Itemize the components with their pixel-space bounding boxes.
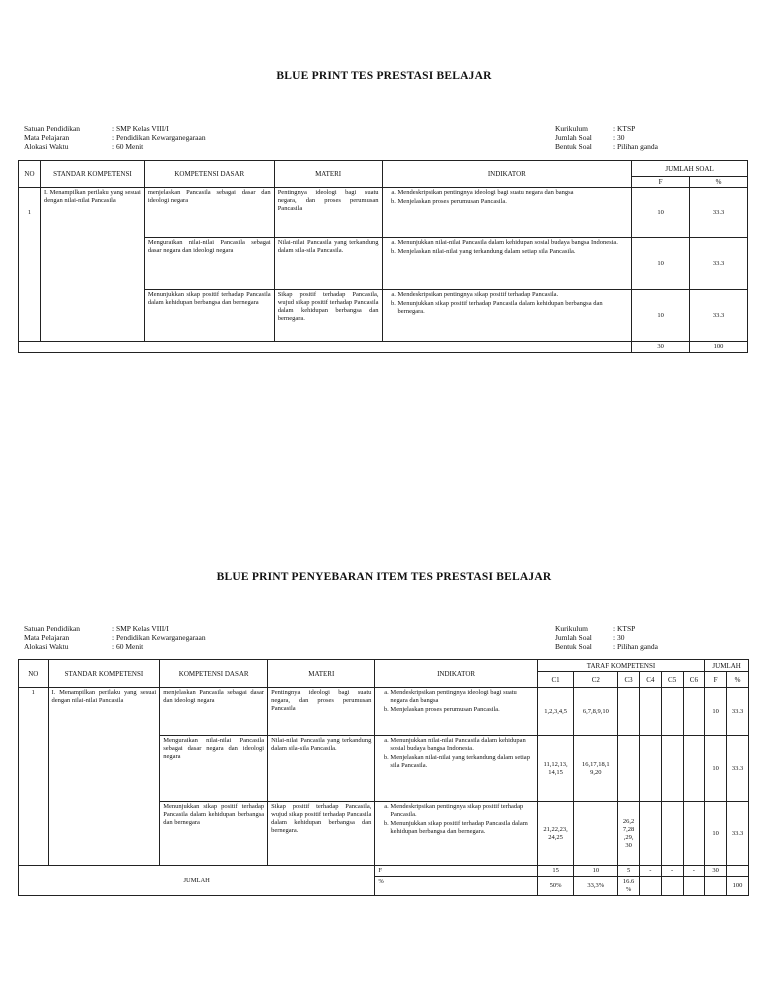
- header-value: : KTSP: [613, 624, 636, 633]
- col-materi: MATERI: [268, 660, 375, 688]
- header-label: Kurikulum: [555, 624, 588, 633]
- kompetensi-dasar: Menguraikan nilai-nilai Pancasila sebagai dasar negara dan ideologi negara: [144, 238, 274, 290]
- kompetensi-dasar: Menunjukkan sikap positif terhadap Pancasila dalam kehidupan berbangsa dan bernegara: [160, 802, 268, 866]
- doc2-header-right: [555, 624, 658, 651]
- col-jumlah: JUMLAH: [705, 660, 749, 672]
- standar-kompetensi: I. Menampilkan perilaku yang sesuai dengan nilai-nilai Pancasila: [40, 188, 144, 238]
- header-value: : Pilihan ganda: [613, 142, 658, 151]
- header-value: : 30: [613, 633, 625, 642]
- col-f: F: [632, 177, 690, 188]
- indikator-item: a. Mendeskripsikan pentingnya ideologi bagi suatu negara dan bangsa: [390, 689, 533, 705]
- table-row: [19, 238, 748, 290]
- materi: Sikap positif terhadap Pancasila, wujud sikap positif terhadap Pancasila dalam kehidupan berbangsa dan bernegara.: [274, 290, 382, 342]
- materi: Pentingnya ideologi bagi suatu negara, dan proses perumusan Pancasila: [268, 688, 375, 736]
- jumlah-pct: 33.3: [727, 802, 749, 866]
- kompetensi-dasar: menjelaskan Pancasila sebagai dasar dan ideologi negara: [144, 188, 274, 238]
- header-value: : 60 Menit: [112, 142, 144, 151]
- footer-total-f: 30: [705, 866, 727, 877]
- header-label: Alokasi Waktu: [24, 642, 69, 651]
- doc1-header-left: [24, 124, 206, 151]
- col-standar-kompetensi: STANDAR KOMPETENSI: [48, 660, 160, 688]
- col-taraf-kompetensi: TARAF KOMPETENSI: [537, 660, 705, 672]
- indikator-item: b. Menjelaskan proses perumusan Pancasila.: [398, 198, 629, 206]
- doc2-title: BLUE PRINT PENYEBARAN ITEM TES PRESTASI BELAJAR: [216, 571, 552, 583]
- indikator-item: a. Mendeskripsikan pentingnya sikap positif terhadap Pancasila.: [398, 291, 629, 299]
- header-value: : 30: [613, 133, 625, 142]
- indikator: [382, 238, 632, 290]
- header-label: Alokasi Waktu: [24, 142, 69, 151]
- materi: Nilai-nilai Pancasila yang terkandung dalam sila-sila Pancasila.: [268, 736, 375, 802]
- footer-c2-f: 10: [574, 866, 618, 877]
- header-value: : SMP Kelas VIII/I: [112, 124, 169, 133]
- indikator: [375, 736, 537, 802]
- col-standar-kompetensi: STANDAR KOMPETENSI: [40, 161, 144, 188]
- indikator-item: a. Menunjukkan nilai-nilai Pancasila dalam kehidupan sosial budaya bangsa Indonesia.: [390, 737, 533, 753]
- c1-items: 1,2,3,4,5: [537, 688, 574, 736]
- jumlah-pct: 33.3: [690, 188, 748, 238]
- doc1-table: [18, 160, 748, 353]
- total-pct: 100: [690, 342, 748, 353]
- header-label: Mata Pelajaran: [24, 633, 70, 642]
- jumlah-f: 10: [705, 736, 727, 802]
- kompetensi-dasar: menjelaskan Pancasila sebagai dasar dan ideologi negara: [160, 688, 268, 736]
- footer-c6-f: -: [683, 866, 705, 877]
- col-c4: C4: [640, 672, 662, 688]
- footer-f-label: F: [375, 866, 537, 877]
- jumlah-f: 10: [705, 802, 727, 866]
- footer-c3-f: 5: [618, 866, 640, 877]
- c3-items: [618, 736, 640, 802]
- c1-items: 21,22,23, 24,25: [537, 802, 574, 866]
- c2-items: [574, 802, 618, 866]
- footer-c3-pct: 16.6 %: [618, 877, 640, 896]
- kompetensi-dasar: Menunjukkan sikap positif terhadap Pancasila dalam kehidupan berbangsa dan bernegara: [144, 290, 274, 342]
- c3-items: [618, 688, 640, 736]
- footer-total-pct: 100: [727, 877, 749, 896]
- jumlah-pct: 33.3: [690, 290, 748, 342]
- c2-items: 16,17,18,1 9,20: [574, 736, 618, 802]
- col-c6: C6: [683, 672, 705, 688]
- col-no: NO: [19, 660, 49, 688]
- footer-c1-f: 15: [537, 866, 574, 877]
- footer-c2-pct: 33,3%: [574, 877, 618, 896]
- materi: Sikap positif terhadap Pancasila, wujud sikap positif terhadap Pancasila dalam kehidupan berbangsa dan bernegara.: [268, 802, 375, 866]
- col-indikator: INDIKATOR: [382, 161, 632, 188]
- col-indikator: INDIKATOR: [375, 660, 537, 688]
- col-c3: C3: [618, 672, 640, 688]
- header-label: Jumlah Soal: [555, 133, 592, 142]
- col-c2: C2: [574, 672, 618, 688]
- jumlah-pct: 33.3: [727, 736, 749, 802]
- indikator-item: b. Menjelaskan nilai-nilai yang terkandung dalam setiap sila Pancasila.: [398, 248, 629, 256]
- jumlah-f: 10: [632, 188, 690, 238]
- footer-c5-f: -: [661, 866, 683, 877]
- col-no: NO: [19, 161, 41, 188]
- col-kompetensi-dasar: KOMPETENSI DASAR: [144, 161, 274, 188]
- c1-items: 11,12,13, 14,15: [537, 736, 574, 802]
- header-label: Satuan Pendidikan: [24, 624, 81, 633]
- table-row: [19, 290, 748, 342]
- standar-kompetensi: I. Menampilkan perilaku yang sesuai dengan nilai-nilai Pancasila: [48, 688, 160, 736]
- doc1-header-right: [555, 124, 658, 151]
- col-pct: %: [690, 177, 748, 188]
- header-value: : SMP Kelas VIII/I: [112, 624, 169, 633]
- total-row: [19, 342, 748, 353]
- materi: Nilai-nilai Pancasila yang terkandung dalam sila-sila Pancasila.: [274, 238, 382, 290]
- materi: Pentingnya ideologi bagi suatu negara, dan proses perumusan Pancasila: [274, 188, 382, 238]
- c3-items: 26,2 7,28 ,29, 30: [618, 802, 640, 866]
- row-no: 1: [19, 188, 41, 238]
- jumlah-pct: 33.3: [690, 238, 748, 290]
- table-row: [19, 188, 748, 238]
- indikator: [382, 188, 632, 238]
- header-label: Bentuk Soal: [555, 642, 592, 651]
- col-f: F: [705, 672, 727, 688]
- header-label: Mata Pelajaran: [24, 133, 70, 142]
- doc2-header-left: [24, 624, 206, 651]
- col-kompetensi-dasar: KOMPETENSI DASAR: [160, 660, 268, 688]
- kompetensi-dasar: Menguraikan nilai-nilai Pancasila sebagai dasar negara dan ideologi negara: [160, 736, 268, 802]
- table-row: [19, 736, 749, 802]
- indikator: [375, 802, 537, 866]
- row-no: 1: [19, 688, 49, 736]
- header-value: : Pendidikan Kewarganegaraan: [112, 633, 206, 642]
- footer-c1-pct: 50%: [537, 877, 574, 896]
- col-jumlah-soal: JUMLAH SOAL: [632, 161, 748, 177]
- footer-f-row: [19, 866, 749, 877]
- col-c1: C1: [537, 672, 574, 688]
- header-label: Jumlah Soal: [555, 633, 592, 642]
- footer-c4-f: -: [640, 866, 662, 877]
- header-value: : 60 Menit: [112, 642, 144, 651]
- col-materi: MATERI: [274, 161, 382, 188]
- header-value: : KTSP: [613, 124, 636, 133]
- header-label: Kurikulum: [555, 124, 588, 133]
- c2-items: 6,7,8,9,10: [574, 688, 618, 736]
- col-c5: C5: [661, 672, 683, 688]
- jumlah-f: 10: [632, 290, 690, 342]
- header-value: : Pendidikan Kewarganegaraan: [112, 133, 206, 142]
- jumlah-label: JUMLAH: [19, 866, 375, 896]
- header-label: Satuan Pendidikan: [24, 124, 81, 133]
- col-pct: %: [727, 672, 749, 688]
- total-f: 30: [632, 342, 690, 353]
- table-row: [19, 802, 749, 866]
- indikator-item: a. Menunjukkan nilai-nilai Pancasila dalam kehidupan sosial budaya bangsa Indonesia.: [398, 239, 629, 247]
- indikator-item: b. Menjelaskan nilai-nilai yang terkandung dalam setiap sila Pancasila.: [390, 754, 533, 770]
- table-row: [19, 688, 749, 736]
- header-label: Bentuk Soal: [555, 142, 592, 151]
- indikator: [382, 290, 632, 342]
- doc1-title: BLUE PRINT TES PRESTASI BELAJAR: [276, 70, 492, 82]
- jumlah-f: 10: [632, 238, 690, 290]
- indikator-item: a. Mendeskripsikan pentingnya ideologi bagi suatu negara dan bangsa: [398, 189, 629, 197]
- jumlah-pct: 33.3: [727, 688, 749, 736]
- indikator-item: b. Menunjukkan sikap positif terhadap Pancasila dalam kehidupan berbangsa dan bernegara.: [390, 820, 533, 836]
- indikator-item: b. Menunjukkan sikap positif terhadap Pancasila dalam kehidupan berbangsa dan bernegara.: [398, 300, 629, 316]
- footer-pct-label: %: [375, 877, 537, 896]
- doc2-table: [18, 659, 749, 896]
- indikator-item: b. Menjelaskan proses perumusan Pancasila.: [390, 706, 533, 714]
- jumlah-f: 10: [705, 688, 727, 736]
- indikator-item: a. Mendeskripsikan pentingnya sikap positif terhadap Pancasila.: [390, 803, 533, 819]
- indikator: [375, 688, 537, 736]
- header-value: : Pilihan ganda: [613, 642, 658, 651]
